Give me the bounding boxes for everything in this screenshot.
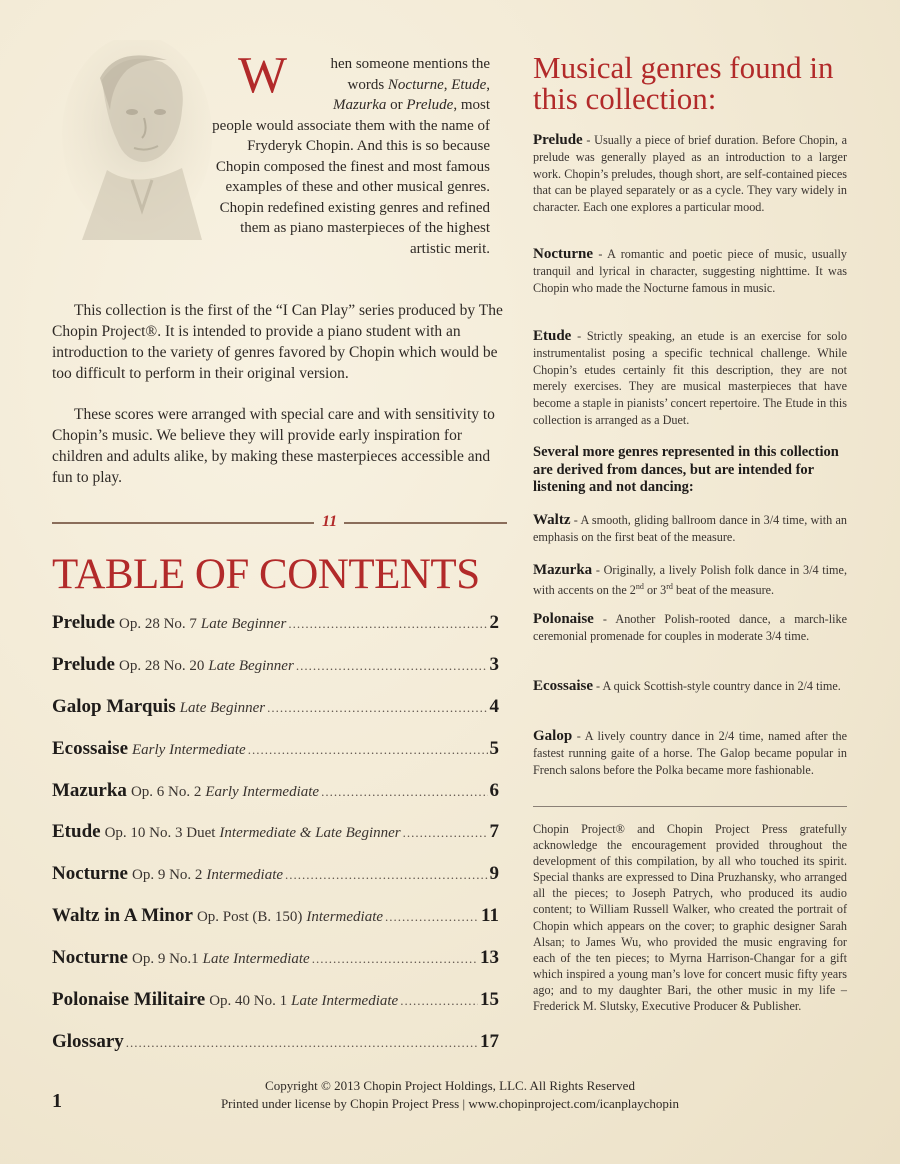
toc-entry-level: Late Beginner [179,699,266,716]
toc-entry-title: Waltz in A Minor [52,905,193,927]
toc-entry-page: 9 [489,863,499,885]
toc-entry-level: Early Intermediate [205,783,320,800]
toc-entry[interactable] [52,696,499,738]
toc-entry[interactable] [52,780,499,822]
genre-etude: Etude - Strictly speaking, an etude is an exercise for solo instrumentalist posing a specific technical challenge. While Chopin’s etudes certainly fit this description, they are not merely exercises. They are musical masterpieces that have become a staple in pianists’ concert repertoire. The Etude in this collection is arranged as a Duet. [533,328,847,427]
genre-waltz: Waltz - A smooth, gliding ballroom dance in 3/4 time, with an emphasis on the first beat of the measure. [533,512,847,544]
toc-entry[interactable] [52,905,499,947]
toc-entry-level: Intermediate [206,867,284,884]
toc-entry-level: Intermediate [306,909,384,926]
toc-dot-leader [248,742,488,758]
toc-entry-level: Intermediate & Late Beginner [219,825,401,842]
toc-dot-leader [288,616,487,632]
toc-entry-opus: Op. 6 No. 2 [130,783,202,800]
toc-title: TABLE OF CONTENTS [52,551,480,598]
toc-entry-page: 2 [489,612,499,633]
toc-entry[interactable] [52,612,499,654]
license-line: Printed under license by Chopin Project Press | www.chopinproject.com/icanplaychopin [220,1096,680,1111]
toc-entry-level: Late Intermediate [202,951,310,968]
toc-entry-page: 13 [480,947,499,969]
toc-dot-leader [285,867,487,883]
toc-entry-opus: Op. 40 No. 1 [209,993,288,1010]
genre-galop: Galop - A lively country dance in 2/4 time, named after the fastest running gaite of a horse. The Galop became popular in French salons before the Polka became more fashionable. [533,728,847,777]
toc-entry-title: Mazurka [52,779,127,801]
drop-cap: W [238,47,288,104]
toc-entry-level: Early Intermediate [132,741,246,758]
dance-genres-heading: Several more genres represented in this collection are derived from dances, but are intended for listening and not dancing: [533,444,839,495]
toc-entry-title: Prelude [52,612,115,633]
genre-prelude: Prelude - Usually a piece of brief duration. Before Chopin, a prelude was generally played as an introduction to a larger work. Chopin’s preludes, though short, are self-contained pieces that can be played separately or as a cycle. They vary widely in character. Each one explores a particular mood. [533,132,847,215]
genre-mazurka: Mazurka - Originally, a lively Polish folk dance in 3/4 time, with accents on the 2nd or 3rd beat of the measure. [533,562,847,597]
toc-entry[interactable] [52,738,499,780]
toc-entry-page: 6 [489,779,499,801]
toc-entry-opus: Op. 9 No.1 [131,951,199,968]
intro-paragraph: W hen someone mentions the words Nocturne, Etude, Mazurka or Prelude, most people would associate them with the name of Fryderyk Chopin. And this is so because Chopin composed the finest and most famous examples of these and other musical genres. Chopin redefined existing genres and refined them as piano masterpieces of the highest artistic merit. [212,47,490,257]
acknowledgement-rule [533,806,847,807]
toc-dot-leader [385,909,479,925]
section-divider [52,513,507,530]
toc-entry-title: Nocturne [52,863,128,885]
toc-entry-title: Glossary [52,1030,124,1052]
toc-dot-leader [403,825,488,841]
toc-entry-level: Late Beginner [200,616,287,632]
toc-entry-page: 3 [489,653,499,675]
genre-ecossaise: Ecossaise - A quick Scottish-style country dance in 2/4 time. [533,678,841,694]
toc-dot-leader [400,993,478,1009]
toc-entry[interactable] [52,1031,499,1073]
toc-entry[interactable] [52,654,499,696]
toc-entry-level: Late Beginner [208,657,294,674]
toc-entry-page: 15 [480,989,499,1011]
divider-ornament: 11 [322,513,338,530]
genre-polonaise: Polonaise - Another Polish-rooted dance, a march-like ceremonial promenade for couples in moderate 3/4 time. [533,611,847,643]
toc-entry-title: Etude [52,821,101,843]
page-number: 1 [52,1090,62,1112]
toc-entry[interactable] [52,821,499,863]
toc-dot-leader [312,951,478,967]
toc-entry-title: Galop Marquis [52,695,176,717]
toc-entry-page: 4 [489,695,499,717]
toc-entry-page: 11 [481,905,499,927]
toc-entry-opus: Op. 9 No. 2 [131,867,203,884]
toc-entry-opus: Op. 28 No. 20 [118,657,205,674]
toc-entry-page: 17 [480,1030,499,1052]
collection-paragraph: This collection is the first of the “I Can Play” series produced by The Chopin Project®. It is intended to provide a piano student with an introduction to the variety of genres favored by Chopin which would be too difficult to perform in their original version. [52,302,503,382]
toc-entry-title: Polonaise Militaire [52,989,206,1011]
genres-title: Musical genres found in this collection: [533,50,834,116]
toc-entry[interactable] [52,947,499,989]
toc-entry-opus: Op. Post (B. 150) [196,909,303,926]
toc-dot-leader [321,784,487,800]
toc-entry-level: Late Intermediate [291,993,399,1010]
toc-entry-page: 5 [489,737,499,759]
toc-dot-leader [296,658,488,674]
toc-entry-opus: Op. 10 No. 3 Duet [104,825,216,842]
toc-entry-opus: Op. 28 No. 7 [118,616,197,632]
arrangement-paragraph: These scores were arranged with special care and with sensitivity to Chopin’s music. We believe they will provide early inspiration for children and adults alike, by making these masterpieces accessible and fun to play. [52,406,495,486]
toc-entry-title: Ecossaise [52,737,128,759]
footer [0,1077,900,1113]
toc-dot-leader [267,700,487,716]
acknowledgement-paragraph: Chopin Project® and Chopin Project Press gratefully acknowledge the encouragement provided throughout the development of this compilation, by all who touched its spirit. Special thanks are expressed to Dina Pruzhansky, who arranged all the pieces; to Joseph Patrych, who produced its audio content; to William Russell Walker, who created the portrait of Chopin which appears on the cover; to graphic designer Sarah Alsan; to James Wu, who provided the music engraving for each of the ten pieces; to Myrna Harrison-Changar for a gift which inspired a young man’s love for concert music fifty years ago; and to my daughter Bari, the other music in my life – Frederick M. Slutsky, Executive Producer & Publisher. [533,822,847,1014]
copyright-line: Copyright © 2013 Chopin Project Holdings, LLC. All Rights Reserved [265,1078,635,1093]
toc-entry[interactable] [52,989,499,1031]
toc-dot-leader [126,1035,478,1051]
toc-entry[interactable] [52,863,499,905]
toc-entry-title: Nocturne [52,947,128,969]
toc-entry-page: 7 [489,821,499,843]
chopin-portrait-image [62,40,212,240]
table-of-contents [52,612,499,1073]
genre-nocturne: Nocturne - A romantic and poetic piece of music, usually tranquil and lyrical in character, suggesting nighttime. It was Chopin who made the Nocturne famous in music. [533,246,847,295]
toc-entry-title: Prelude [52,653,115,675]
